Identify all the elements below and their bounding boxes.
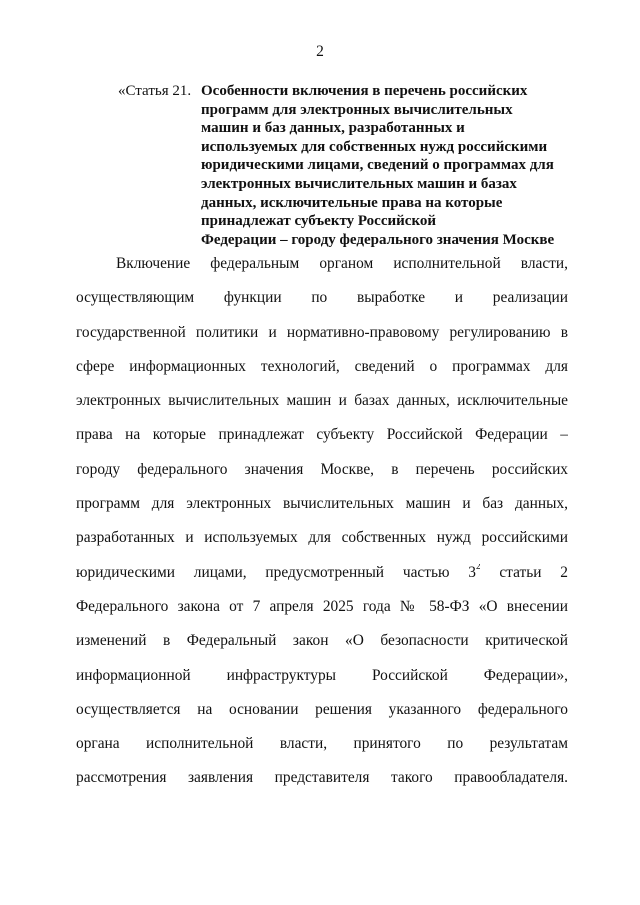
body-line: изменений в Федеральный закон «О безопасности критической [76,632,568,650]
body-line: разработанных и используемых для собственных нужд российскими [76,529,568,547]
article-body [76,255,568,804]
body-line: Федерального закона от 7 апреля 2025 года № 58-ФЗ «О внесении [76,597,568,615]
body-line: городу федерального значения Москве, в перечень российских [76,460,568,478]
body-line: права на которые принадлежат субъекту Российской Федерации – [76,426,568,444]
body-line: осуществляется на основании решения указанного федерального [76,700,568,718]
article-label: «Статья 21. [118,83,192,99]
body-line: осуществляющим функции по выработке и реализации [76,289,568,307]
body-line: рассмотрения заявления представителя такого правообладателя. [76,769,568,787]
body-line: Включение федеральным органом исполнительной власти, [116,255,568,272]
body-line-with-superscript [76,564,568,598]
body-line: информационной инфраструктуры Российской Федерации», [76,666,568,684]
body-line: государственной политики и нормативно-правовому регулированию в [76,323,568,341]
body-line: программ для электронных вычислительных машин и баз данных, [76,495,568,513]
article-title: Особенности включения в перечень российских программ для электронных вычислительных машин и баз данных, разработанных и используемых для собственных нужд российскими юридическими лицами, сведений о программах для электронных вычислительных машин и базах данных, исключительные права на которые принадлежат субъекту Российской Федерации – городу федерального значения Москве [201,83,555,248]
superscript: 2 [476,563,481,571]
page-number: 2 [316,43,324,60]
body-line: органа исполнительной власти, принятого по результатам [76,735,568,753]
body-line: электронных вычислительных машин и базах данных, исключительные [76,392,568,410]
body-line: сфере информационных технологий, сведений о программах для [76,357,568,375]
body-line-tail: статьи 2 [499,563,568,581]
body-line-text: юридическими лицами, предусмотренный частью 3 [76,563,477,581]
